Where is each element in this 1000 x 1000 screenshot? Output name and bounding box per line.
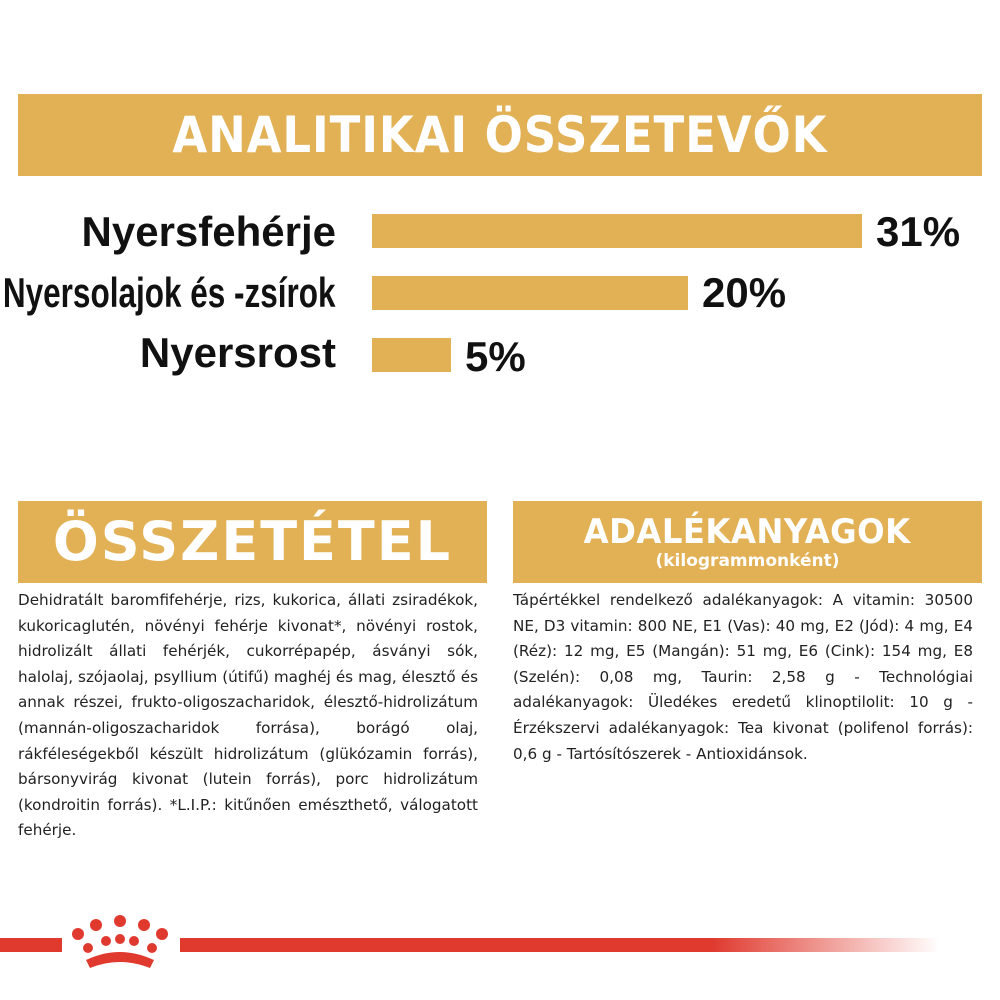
nutrient-label-fat: Nyersolajok és -zsírok [3, 269, 336, 316]
nutrient-bar-fiber [372, 338, 451, 372]
nutrient-bar-protein [372, 214, 862, 248]
additives-subtitle: (kilogrammonként) [655, 551, 840, 571]
additives-title: ADALÉKANYAGOK [583, 512, 911, 552]
additives-text: Tápértékkel rendelkező adalékanyagok: A vitamin: 30500 NE, D3 vitamin: 800 NE, E1 (Vas): 40 mg, E2 (Jód): 4 mg, E4 (Réz): 12 mg, E5 (Mangán): 51 mg, E6 (Cink): 154 mg, E8 (Szelén): 0,08 mg, Taurin: 2,58 g - Technológiai adalékanyagok: Üledékes eredetű klinoptilolit: 10 g - Érzékszervi adalékanyagok: Tea kivonat (polifenol forrás): 0,6 g - Tartósítószerek - Antioxidánsok. [513, 591, 973, 763]
royal-canin-crown-icon [66, 912, 174, 974]
nutrient-bar-fat [372, 276, 688, 310]
brand-stripe-right [180, 938, 940, 952]
composition-header [18, 501, 487, 583]
nutrient-chart [0, 195, 1000, 395]
brand-stripe-left [0, 938, 62, 952]
nutrient-label-fiber: Nyersrost [139, 329, 336, 376]
composition-text: Dehidratált baromfifehérje, rizs, kukorica, állati zsiradékok, kukoricaglutén, növényi fehérje kivonat*, növényi rostok, hidrolizált állati fehérjék, cukorrépapép, ásványi sók, halolaj, szójaolaj, psyllium (útifű) maghéj és mag, élesztő és annak részei, frukto-oligoszacharidok, élesztő-hidrolizátum (mannán-oligoszacharidok forrása), borágó olaj, rákféleségekből készült hidrolizátum (glükózamin forrás), bársonyvirág kivonat (lutein forrás), porc hidrolizátum (kondroitin forrás). *L.I.P.: kitűnően emészthető, válogatott fehérje. [18, 591, 478, 840]
analytical-title: ANALITIKAI ÖSSZETEVŐK [172, 106, 828, 164]
analytical-header [18, 94, 982, 176]
nutrient-label-protein: Nyersfehérje [81, 208, 336, 255]
additives-header [513, 501, 982, 583]
nutrient-value-protein: 31% [876, 208, 961, 255]
nutrient-value-fiber: 5% [465, 333, 526, 380]
composition-title: ÖSSZETÉTEL [52, 510, 453, 573]
nutrient-value-fat: 20% [702, 269, 787, 316]
